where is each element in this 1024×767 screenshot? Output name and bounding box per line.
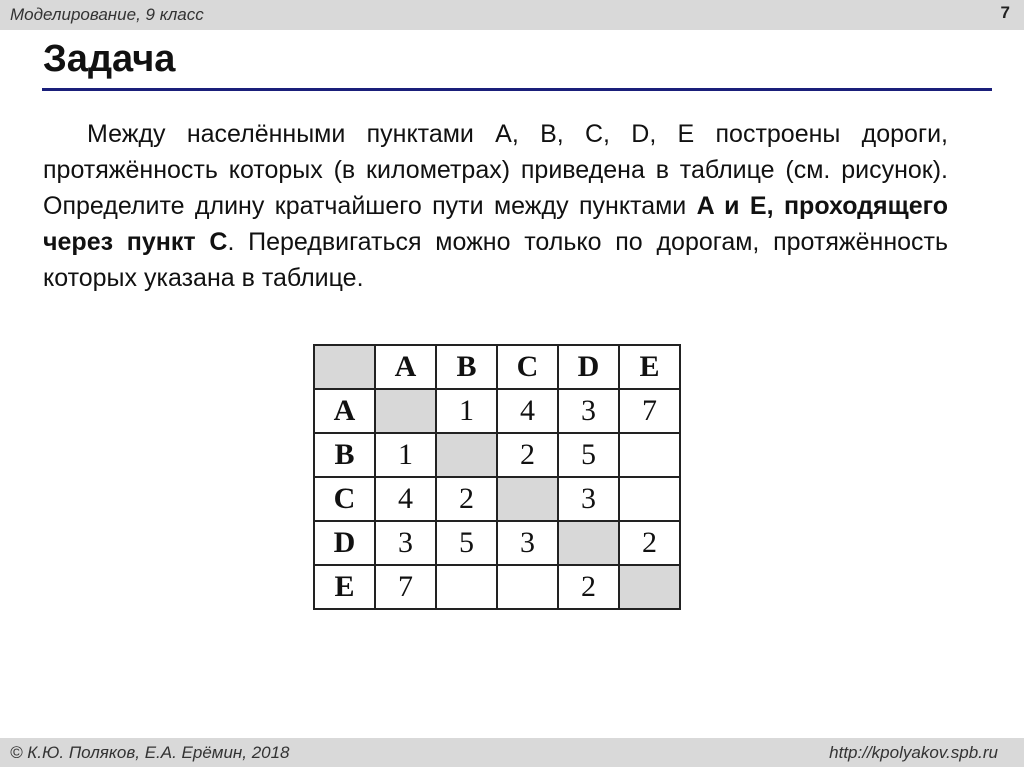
table-cell bbox=[436, 565, 497, 609]
problem-statement bbox=[43, 116, 948, 296]
table-cell bbox=[497, 565, 558, 609]
table-cell: 7 bbox=[619, 389, 680, 433]
table-cell: 3 bbox=[497, 521, 558, 565]
table-row bbox=[314, 389, 680, 433]
table-cell bbox=[619, 477, 680, 521]
table-cell: 2 bbox=[436, 477, 497, 521]
site-url: http://kpolyakov.spb.ru bbox=[829, 743, 998, 762]
table-cell: 1 bbox=[375, 433, 436, 477]
row-header: C bbox=[314, 477, 375, 521]
table-corner-cell bbox=[314, 345, 375, 389]
table-row bbox=[314, 521, 680, 565]
table-cell: 1 bbox=[436, 389, 497, 433]
table-cell bbox=[619, 565, 680, 609]
table-cell bbox=[436, 433, 497, 477]
table-cell bbox=[375, 389, 436, 433]
table-cell: 2 bbox=[497, 433, 558, 477]
slide-title: Задача bbox=[43, 38, 176, 80]
row-header: A bbox=[314, 389, 375, 433]
table-row bbox=[314, 477, 680, 521]
authors-credit: © К.Ю. Поляков, Е.А. Ерёмин, 2018 bbox=[10, 743, 290, 762]
table-cell: 3 bbox=[375, 521, 436, 565]
table-cell bbox=[497, 477, 558, 521]
column-header: A bbox=[375, 345, 436, 389]
table-row bbox=[314, 565, 680, 609]
row-header: D bbox=[314, 521, 375, 565]
column-header: C bbox=[497, 345, 558, 389]
column-header: E bbox=[619, 345, 680, 389]
column-header: B bbox=[436, 345, 497, 389]
title-underline bbox=[42, 88, 992, 91]
row-header: B bbox=[314, 433, 375, 477]
problem-text-2: . Передвигаться можно только по дорогам, протяжённость которых указана в таблице. bbox=[43, 228, 949, 292]
table-cell: 2 bbox=[558, 565, 619, 609]
problem-text-bold: A и E, проходящего через пункт C bbox=[43, 192, 948, 256]
distance-table bbox=[313, 344, 681, 610]
table-cell: 3 bbox=[558, 389, 619, 433]
row-header: E bbox=[314, 565, 375, 609]
table-row bbox=[314, 433, 680, 477]
table-cell bbox=[619, 433, 680, 477]
table-cell: 5 bbox=[558, 433, 619, 477]
course-label: Моделирование, 9 класс bbox=[10, 5, 204, 24]
table-cell: 3 bbox=[558, 477, 619, 521]
table-cell: 5 bbox=[436, 521, 497, 565]
table-cell bbox=[558, 521, 619, 565]
column-header: D bbox=[558, 345, 619, 389]
problem-text-1: Между населёнными пунктами A, B, C, D, E построены дороги, протяжённость которых (в километрах) приведена в таблице (см. рисунок). Определите длину кратчайшего пути между пунктами bbox=[43, 120, 948, 220]
table-header-row bbox=[314, 345, 680, 389]
slide-number: 7 bbox=[1000, 3, 1010, 22]
table-cell: 2 bbox=[619, 521, 680, 565]
footer-bar bbox=[0, 738, 1024, 767]
table-cell: 4 bbox=[375, 477, 436, 521]
table-cell: 7 bbox=[375, 565, 436, 609]
header-bar bbox=[0, 0, 1024, 30]
table-cell: 4 bbox=[497, 389, 558, 433]
